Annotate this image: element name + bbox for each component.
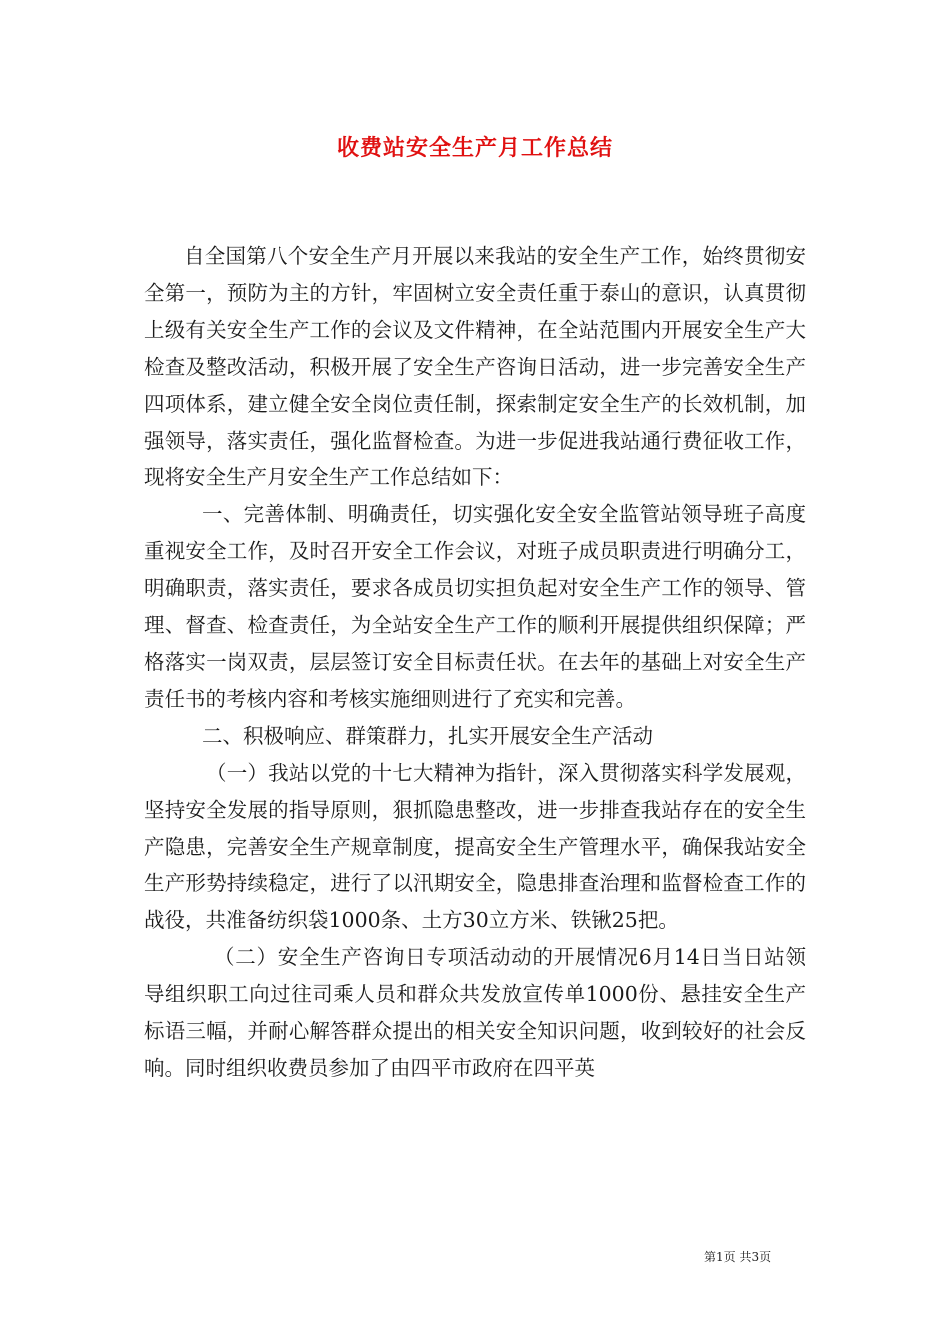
document-body xyxy=(144,238,806,1087)
page-number-indicator: 第1页 共3页 xyxy=(704,1250,772,1264)
paragraph-section-one: 一、完善体制、明确责任，切实强化安全安全监管站领导班子高度重视安全工作，及时召开安全工作会议，对班子成员职责进行明确分工，明确职责，落实责任，要求各成员切实担负起对安全生产工作的领导、管理、督查、检查责任，为全站安全生产工作的顺利开展提供组织保障；严格落实一岗双责，层层签订安全目标责任状。在去年的基础上对安全生产责任书的考核内容和考核实施细则进行了充实和完善。 xyxy=(144,502,806,711)
paragraph-subsection-one: （一）我站以党的十七大精神为指针，深入贯彻落实科学发展观，坚持安全发展的指导原则，狠抓隐患整改，进一步排查我站存在的安全生产隐患，完善安全生产规章制度，提高安全生产管理水平，确保我站安全生产形势持续稳定，进行了以汛期安全，隐患排查治理和监督检查工作的战役，共准备纺织袋1000条、土方30立方米、铁锹25把。 xyxy=(144,760,806,933)
document-title: 收费站安全生产月工作总结 xyxy=(336,135,613,161)
paragraph-intro: 自全国第八个安全生产月开展以来我站的安全生产工作，始终贯彻安全第一，预防为主的方针，牢固树立安全责任重于泰山的意识，认真贯彻上级有关安全生产工作的会议及文件精神，在全站范围内开展安全生产大检查及整改活动，积极开展了安全生产咨询日活动，进一步完善安全生产四项体系，建立健全安全岗位责任制，探索制定安全生产的长效机制，加强领导，落实责任，强化监督检查。为进一步促进我站通行费征收工作，现将安全生产月安全生产工作总结如下： xyxy=(144,244,806,490)
heading-section-two: 二、积极响应、群策群力，扎实开展安全生产活动 xyxy=(202,723,653,748)
paragraph-subsection-two: （二）安全生产咨询日专项活动动的开展情况6月14日当日站领导组织职工向过往司乘人员和群众共发放宣传单1000份、悬挂安全生产标语三幅，并耐心解答群众提出的相关安全知识问题，收到较好的社会反响。同时组织收费员参加了由四平市政府在四平英 xyxy=(144,945,806,1080)
